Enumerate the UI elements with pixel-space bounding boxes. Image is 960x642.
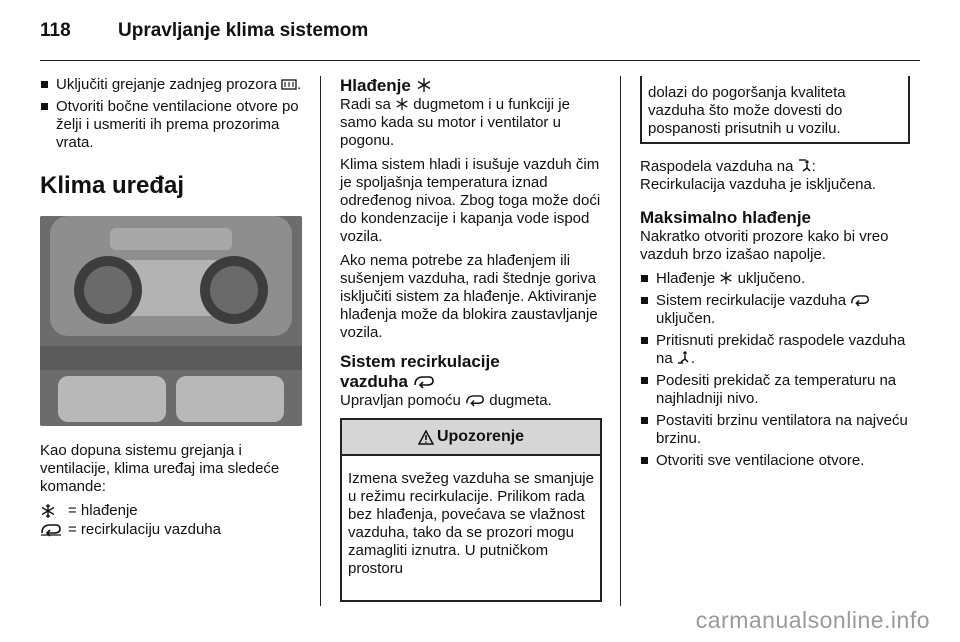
recirculation-icon bbox=[465, 394, 485, 407]
list-item: Hlađenje uključeno. bbox=[640, 270, 910, 288]
page-title: Upravljanje klima sistemom bbox=[118, 20, 369, 41]
list-item: Otvoriti sve ventilacione otvore. bbox=[640, 452, 910, 470]
column-left bbox=[40, 76, 305, 540]
rear-window-heater-icon bbox=[281, 77, 297, 91]
snowflake-icon bbox=[395, 97, 409, 111]
cooling-paragraph: Klima sistem hladi i isušuje vazduh čim je spoljašnja temperatura iznad određenog nivoa. Zbog toga može doći do kondenzacije i kapanja vode ispod vozila. bbox=[340, 156, 601, 245]
list-item: Pritisnuti prekidač raspodele vazduha na . bbox=[640, 332, 910, 368]
page-number: 118 bbox=[40, 20, 71, 41]
bullet-list bbox=[640, 270, 910, 470]
snowflake-icon bbox=[40, 503, 56, 519]
section-heading: Klima uređaj bbox=[40, 172, 185, 199]
recirc-heading: Sistem recirkulacije bbox=[340, 352, 500, 371]
definition-row bbox=[40, 521, 305, 539]
page-header bbox=[40, 14, 920, 50]
recirc-heading: vazduha bbox=[340, 372, 602, 392]
air-distribution-feet-icon bbox=[677, 350, 691, 365]
air-distribution-windscreen-feet-icon bbox=[798, 158, 812, 173]
climate-panel-photo bbox=[40, 216, 302, 426]
max-cooling-heading: Maksimalno hlađenje bbox=[640, 208, 811, 227]
definition-text: = hlađenje bbox=[68, 502, 138, 519]
list-item: Postaviti brzinu ventilatora na najveću brzinu. bbox=[640, 412, 910, 448]
definition-text: = recirkulaciju vazduha bbox=[68, 521, 221, 538]
warning-box bbox=[340, 418, 602, 602]
intro-paragraph: Kao dopuna sistemu grejanja i ventilacije, klima uređaj ima sledeće komande: bbox=[40, 442, 280, 495]
definition-row bbox=[40, 502, 305, 520]
list-item: Sistem recirkulacije vazduha uključen. bbox=[640, 292, 910, 328]
recirc-paragraph: Upravljan pomoću dugmeta. bbox=[340, 392, 552, 409]
watermark: carmanualsonline.info bbox=[695, 607, 930, 633]
snowflake-icon bbox=[719, 271, 733, 285]
distribution-paragraph: Raspodela vazduha na : Recirkulacija vazduha je isključena. bbox=[640, 158, 876, 193]
max-cooling-intro: Nakratko otvoriti prozore kako bi vreo vazduh brzo izašao napolje. bbox=[640, 228, 889, 263]
warning-text: Izmena svežeg vazduha se smanjuje u režimu recirkulacije. Prilikom rada bez hlađenja, povećava se vlažnost vazduha, tako da se prozori mogu zamagliti iznutra. U putničkom prostoru bbox=[348, 470, 594, 577]
column-divider bbox=[320, 76, 321, 606]
recirculation-icon bbox=[850, 294, 870, 307]
column-right bbox=[640, 76, 910, 474]
snowflake-icon bbox=[416, 77, 432, 93]
list-item: Otvoriti bočne ventilacione otvore po želji i usmeriti ih prema prozorima vrata. bbox=[40, 98, 305, 152]
list-item: Podesiti prekidač za temperaturu na najhladniji nivo. bbox=[640, 372, 910, 408]
warning-header: Upozorenje bbox=[342, 420, 600, 456]
warning-continuation-box: dolazi do pogoršanja kvaliteta vazduha što može dovesti do pospanosti prisutnih u vozilu. bbox=[640, 76, 910, 144]
recirculation-icon bbox=[40, 523, 62, 537]
warning-triangle-icon bbox=[418, 430, 434, 445]
cooling-heading: Hlađenje bbox=[340, 76, 602, 96]
cooling-paragraph: Ako nema potrebe za hlađenjem ili sušenjem vazduha, radi štednje goriva isključiti sistem za hlađenje. Aktiviranje hlađenja može da blokira zaustavljanje vozila. bbox=[340, 252, 598, 341]
cooling-paragraph: Radi sa dugmetom i u funkciji je samo kada su motor i ventilator u pogonu. bbox=[340, 96, 570, 149]
recirculation-icon bbox=[413, 375, 435, 389]
header-divider bbox=[40, 60, 920, 61]
column-divider bbox=[620, 76, 621, 606]
column-middle bbox=[340, 76, 602, 602]
list-item: Uključiti grejanje zadnjeg prozora . bbox=[40, 76, 305, 94]
bullet-list bbox=[40, 76, 305, 152]
